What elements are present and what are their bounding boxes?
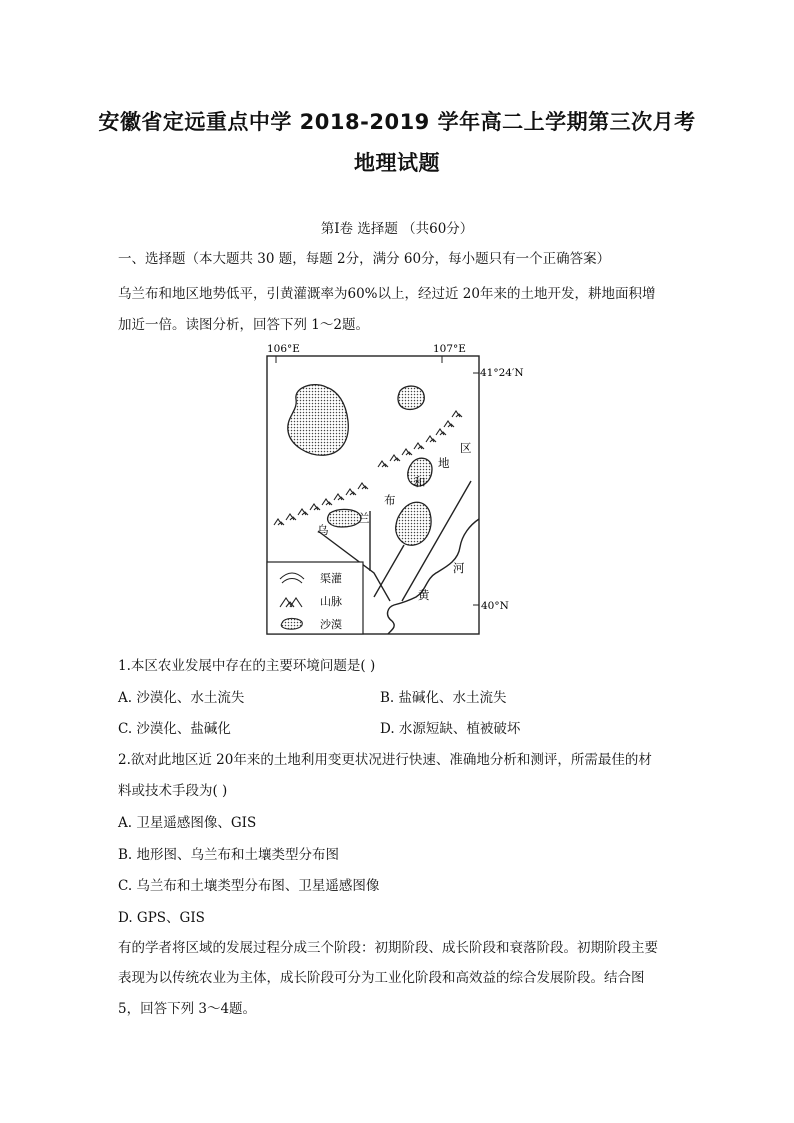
- q2-stem-line1: 2.欲对此地区近 20年来的土地利用变更状况进行快速、准确地分析和测评，所需最佳的材: [118, 752, 652, 768]
- q2-stem-line2: 料或技术手段为( ): [118, 783, 228, 799]
- region-char-2: 兰: [358, 511, 370, 525]
- legend-mountain-label: 山脉: [320, 595, 342, 608]
- q2-option-a: A. 卫星遥感图像、GIS: [118, 815, 257, 831]
- region-char-4: 和: [414, 475, 426, 489]
- lat-bottom-label: 40°N: [481, 600, 509, 612]
- region-char-5: 地: [438, 456, 450, 470]
- page-subtitle: 地理试题: [354, 151, 440, 175]
- lon-right-label: 107°E: [433, 343, 466, 355]
- region-char-6: 区: [460, 441, 472, 455]
- passage1-line2: 加近一倍。读图分析，回答下列 1～2题。: [118, 317, 369, 333]
- q2-option-d: D. GPS、GIS: [118, 910, 205, 926]
- passage2-line1: 有的学者将区域的发展过程分成三个阶段：初期阶段、成长阶段和衰落阶段。初期阶段主要: [118, 940, 658, 956]
- desert-area-large: [288, 385, 349, 456]
- q1-option-b: B. 盐碱化、水土流失: [380, 690, 507, 706]
- q1-option-a: A. 沙漠化、水土流失: [118, 690, 245, 706]
- instructions: 一、选择题（本大题共 30 题，每题 2分，满分 60分，每小题只有一个正确答案）: [118, 251, 611, 267]
- desert-area-left: [328, 509, 361, 527]
- passage2-line3: 5，回答下列 3～4题。: [118, 1001, 257, 1017]
- map-legend: [267, 562, 363, 634]
- river-char-1: 黄: [418, 588, 430, 602]
- q1-stem: 1.本区农业发展中存在的主要环境问题是( ): [118, 658, 376, 674]
- passage2-line2: 表现为以传统农业为主体，成长阶段可分为工业化阶段和高效益的综合发展阶段。结合图: [118, 970, 645, 986]
- legend-canal-label: 渠灌: [320, 572, 342, 585]
- passage1-line1: 乌兰布和地区地势低平，引黄灌溉率为60%以上，经过近 20年来的土地开发，耕地面积增: [118, 286, 656, 302]
- region-char-1: 乌: [317, 523, 329, 537]
- legend-desert-label: 沙漠: [320, 618, 342, 631]
- section-header: 第Ⅰ卷 选择题 （共60分）: [320, 221, 474, 237]
- desert-area-small-top: [398, 386, 424, 409]
- page-title: 安徽省定远重点中学 2018-2019 学年高二上学期第三次月考: [98, 110, 696, 134]
- q1-option-c: C. 沙漠化、盐碱化: [118, 721, 231, 737]
- q2-option-b: B. 地形图、乌兰布和土壤类型分布图: [118, 847, 340, 863]
- lat-top-label: 41°24′N: [480, 367, 524, 379]
- desert-area-lower: [396, 502, 431, 545]
- q2-option-c: C. 乌兰布和土壤类型分布图、卫星遥感图像: [118, 878, 380, 894]
- lon-left-label: 106°E: [267, 343, 300, 355]
- q1-option-d: D. 水源短缺、植被破坏: [380, 721, 521, 737]
- region-char-3: 布: [384, 493, 396, 507]
- river-char-2: 河: [453, 561, 465, 575]
- desert-legend-icon: [281, 618, 302, 629]
- ulanbuh-map: [266, 339, 524, 639]
